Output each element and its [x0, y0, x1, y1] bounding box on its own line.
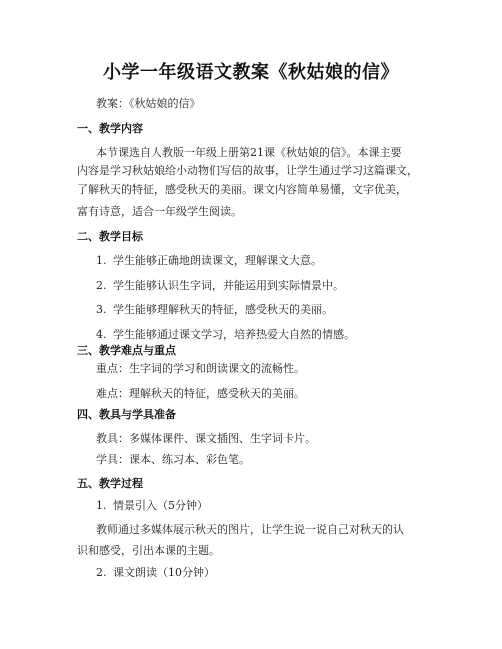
goal-item: [96, 279, 344, 293]
content-paragraph-line-4: 富有诗意，适合一年级学生阅读。: [77, 205, 242, 218]
goal-item: [96, 254, 322, 268]
content-paragraph-line-2: 内容是学习秋姑娘给小动物们写信的故事，让学生通过学习这篇课文，: [77, 164, 418, 177]
process-step-1-line-1: 教师通过多媒体展示秋天的图片，让学生说一说自己对秋天的认: [96, 523, 404, 536]
focus-key-point: 重点：生字词的学习和朗读课文的流畅性。: [96, 362, 305, 375]
section-heading-materials: 四、教具与学具准备: [77, 408, 176, 421]
section-heading-goals: 二、教学目标: [77, 230, 143, 243]
goal-text: 学生能够正确地朗读课文，理解课文大意。: [113, 254, 322, 267]
step-number: 1.: [96, 499, 107, 512]
step-title: 课文朗读（10分钟）: [113, 566, 215, 579]
goal-text: 学生能够理解秋天的特征，感受秋天的美丽。: [113, 303, 333, 316]
content-paragraph-line-1: 本节课选自人教版一年级上册第21课《秋姑娘的信》。本课主要: [96, 146, 402, 159]
process-step-1: [96, 499, 208, 513]
step-number: 2.: [96, 566, 107, 579]
goal-number: 2.: [96, 279, 107, 292]
step-title: 情景引入（5分钟）: [113, 499, 208, 512]
content-paragraph-line-3: 了解秋天的特征，感受秋天的美丽。课文内容简单易懂，文字优美，: [77, 183, 407, 196]
materials-teacher: 教具：多媒体课件、课文插图、生字词卡片。: [96, 432, 316, 445]
goal-number: 4.: [96, 328, 107, 341]
section-heading-focus: 三、教学难点与重点: [77, 344, 176, 357]
goal-item: [96, 303, 333, 317]
intro-line: 教案：《秋姑娘的信》: [96, 97, 201, 110]
focus-difficulty: 难点：理解秋天的特征，感受秋天的美丽。: [96, 387, 305, 400]
section-heading-process: 五、教学过程: [77, 477, 143, 490]
goal-number: 1.: [96, 254, 107, 267]
materials-student: 学具：课本、练习本、彩色笔。: [96, 453, 250, 466]
process-step-1-line-2: 识和感受，引出本课的主题。: [77, 544, 220, 557]
goal-number: 3.: [96, 303, 107, 316]
process-step-2: [96, 566, 215, 580]
document-title: 小学一年级语文教案《秋姑娘的信》: [103, 62, 399, 83]
goal-item: [96, 328, 355, 342]
section-heading-content: 一、教学内容: [77, 122, 143, 135]
goal-text: 学生能够认识生字词，并能运用到实际情景中。: [113, 279, 344, 292]
goal-text: 学生能够通过课文学习，培养热爱大自然的情感。: [113, 328, 355, 341]
